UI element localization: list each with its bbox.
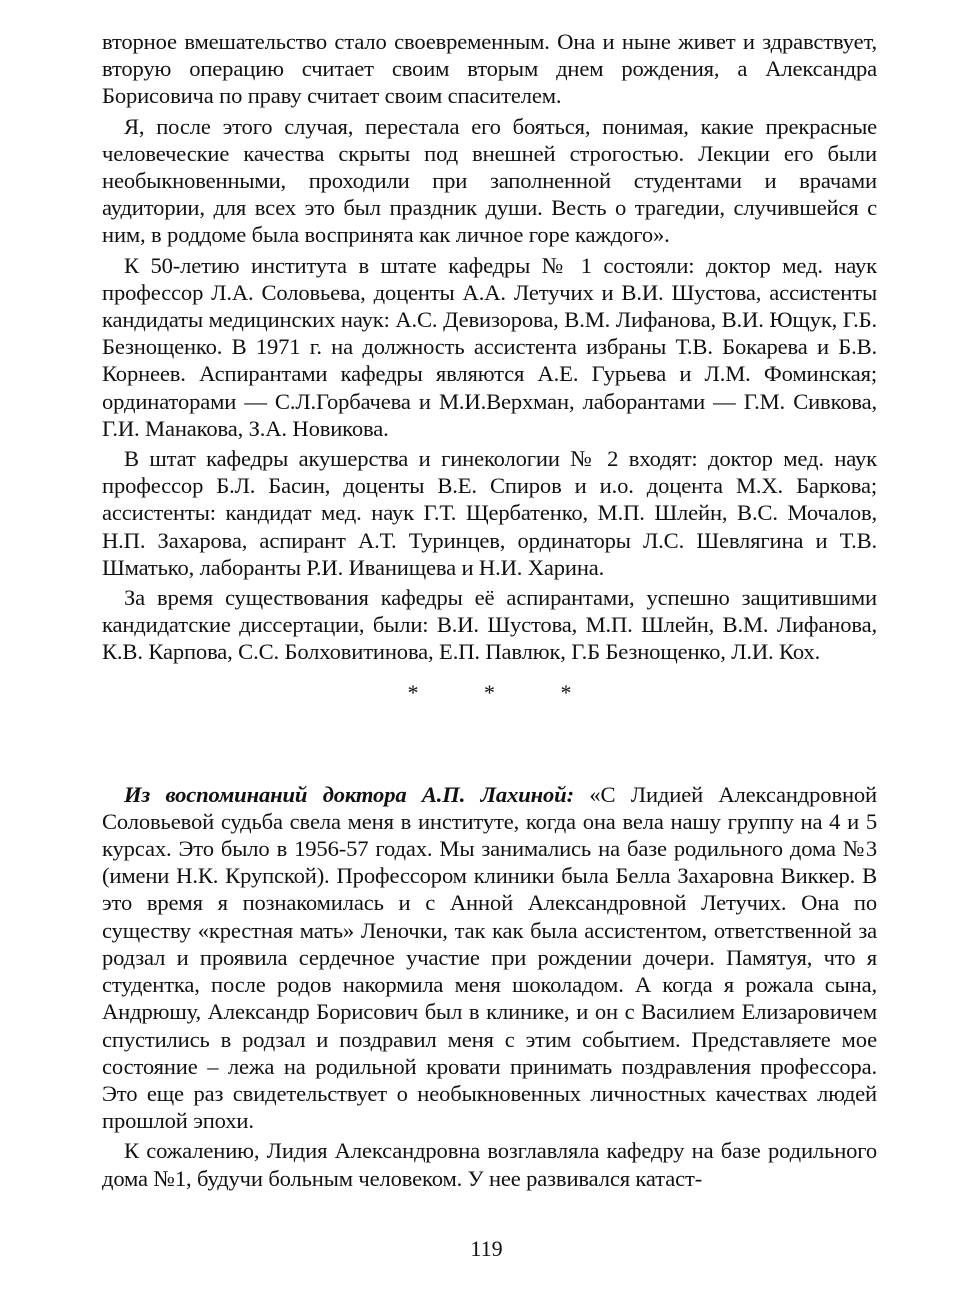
page-number: 119: [470, 1236, 503, 1261]
divider-asterisks: * * *: [407, 679, 602, 705]
page-body: [102, 28, 877, 1192]
paragraph-memoir: [102, 781, 877, 1135]
section-divider: [102, 666, 877, 781]
paragraph-memoir-continued: К сожалению, Лидия Александровна возглавляла кафедру на базе родильного дома №1, будучи больным человеком. У нее развивался катаст-: [102, 1138, 877, 1191]
paragraph-dissertations: За время существования кафедры её аспирантами, успешно защитившими кандидатские диссертации, были: В.И. Шустова, М.П. Шлейн, В.М. Лифанова, К.В. Карпова, С.С. Болховитинова, Е.П. Павлюк, Г.Б Безнощенко, Л.И. Кох.: [102, 585, 877, 665]
memoir-text: «С Лидией Александровной Соловьевой судьба свела меня в институте, когда она вела нашу группу на 4 и 5 курсах. Это было в 1956-57 годах. Мы занимались на базе родильного дома №3 (имени Н.К. Крупской). Профессором клиники была Белла Захаровна Виккер. В это время я познакомилась и с Анной Александровной Летучих. Она по существу «крестная мать» Леночки, так как была ассистентом, ответственной за родзал и проявила сердечное участие при рождении дочери. Памятуя, что я студентка, после родов накормила меня шоколадом. А когда я рожала сына, Андрюшу, Александр Борисович был в клинике, и он с Василием Елизаровичем спустились в родзал и поздравил меня с этим событием. Представляете мое состояние – лежа на родильной кровати принимать поздравления профессора. Это еще раз свидетельствует о необыкновенных личностных качествах людей прошлой эпохи.: [102, 781, 877, 1134]
memoir-lead-in: Из воспоминаний доктора А.П. Лахиной:: [124, 781, 574, 807]
paragraph-continuation: вторное вмешательство стало своевременным. Она и ныне живет и здравствует, вторую операцию считает своим вторым днем рождения, а Александра Борисовича по праву считает своим спасителем.: [102, 29, 877, 109]
paragraph-department-2-staff: В штат кафедры акушерства и гинекологии № 2 входят: доктор мед. наук профессор Б.Л. Басин, доценты В.Е. Спиров и и.о. доцента М.Х. Баркова; ассистенты: кандидат мед. наук Г.Т. Щербатенко, М.П. Шлейн, В.С. Мочалов, Н.П. Захарова, аспирант А.Т. Туринцев, ординаторы Л.С. Шевлягина и Т.В. Шматько, лаборанты Р.И. Иванищева и Н.И. Харина.: [102, 446, 877, 580]
paragraph-lectures: Я, после этого случая, перестала его бояться, понимая, какие прекрасные человеческие качества скрыты под внешней строгостью. Лекции его были необыкновенными, проходили при заполненной студентами и врачами аудитории, для всех это был праздник души. Весть о трагедии, случившейся с ним, в роддоме была воспринята как личное горе каждого».: [102, 113, 877, 248]
paragraph-department-1-staff: К 50-летию института в штате кафедры № 1 состояли: доктор мед. наук профессор Л.А. Соловьева, доценты А.А. Летучих и В.И. Шустова, ассистенты кандидаты медицинских наук: А.С. Девизорова, В.М. Лифанова, В.И. Ющук, Г.Б. Безнощенко. В 1971 г. на должность ассистента избраны Т.В. Бокарева и Б.В. Корнеев. Аспирантами кафедры являются А.Е. Гурьева и Л.М. Фоминская; ординаторами — С.Л.Горбачева и М.И.Верхман, лаборантами — Г.М. Сивкова, Г.И. Манакова, З.А. Новикова.: [102, 252, 877, 441]
